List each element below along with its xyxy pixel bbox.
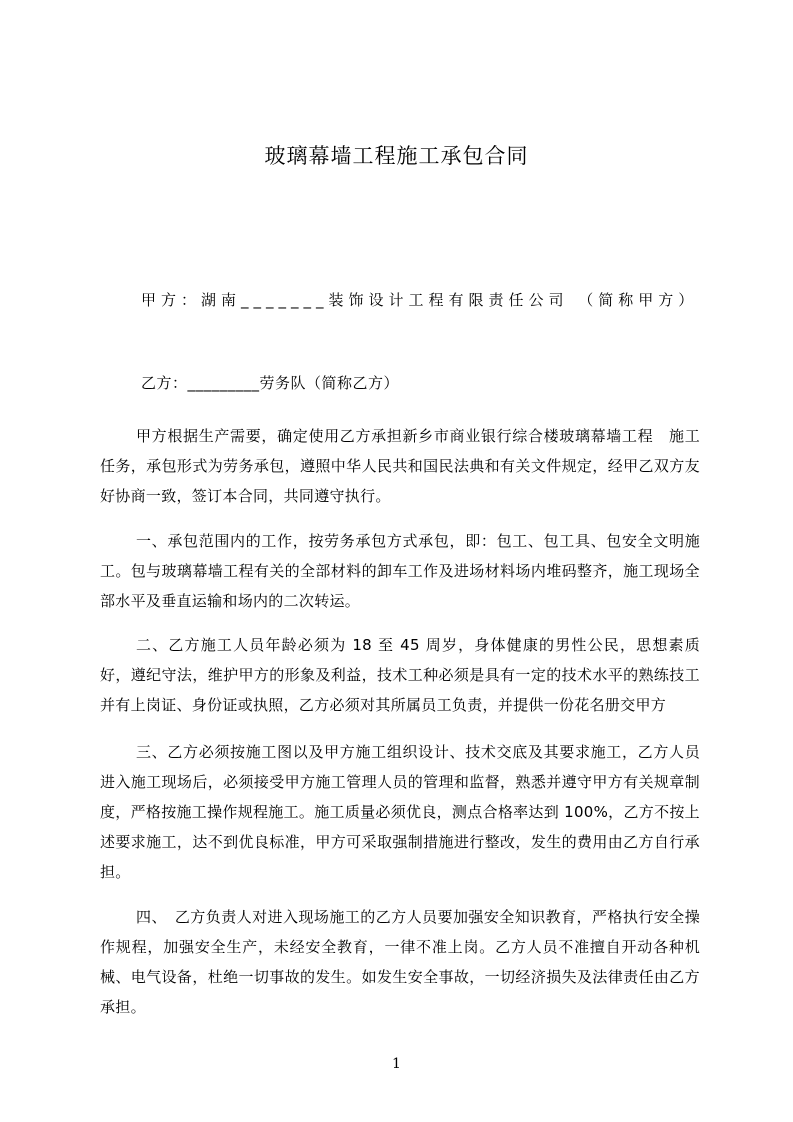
- contract-title: 玻璃幕墙工程施工承包合同: [264, 144, 529, 168]
- clause-2-paragraph: 二、乙方施工人员年龄必须为 18 至 45 周岁，身体健康的男性公民，思想素质好，遵纪守法，维护甲方的形象及利益，技术工种必须是具有一定的技术水平的熟练技工并有上岗证、身份证或执照，乙方必须对其所属员工负责，并提供一份花名册交甲方: [100, 636, 700, 714]
- party-b-line: 乙方：_________劳务队（简称乙方）: [141, 374, 400, 392]
- page-number: 1: [392, 1056, 401, 1072]
- clause-3-paragraph: 三、乙方必须按施工图以及甲方施工组织设计、技术交底及其要求施工，乙方人员进入施工现场后，必须接受甲方施工管理人员的管理和监督，熟悉并遵守甲方有关规章制度，严格按施工操作规程施工。施工质量必须优良，测点合格率达到 100%，乙方不按上述要求施工，达不到优良标准，甲方可采取强制措施进行整改，发生的费用由乙方自行承担。: [100, 743, 700, 881]
- clause-1-paragraph: 一、承包范围内的工作，按劳务承包方式承包，即：包工、包工具、包安全文明施工。包与玻璃幕墙工程有关的全部材料的卸车工作及进场材料场内堆码整齐，施工现场全部水平及垂直运输和场内的二次转运。: [100, 532, 700, 610]
- party-a-line: 甲方：湖南_______装饰设计工程有限责任公司 （简称甲方）: [141, 291, 699, 309]
- intro-paragraph: 甲方根据生产需要，确定使用乙方承担新乡市商业银行综合楼玻璃幕墙工程 施工任务，承包形式为劳务承包，遵照中华人民共和国民法典和有关文件规定，经甲乙双方友好协商一致，签订本合同，共同遵守执行。: [100, 427, 700, 505]
- clause-4-paragraph: 四、 乙方负责人对进入现场施工的乙方人员要加强安全知识教育，严格执行安全操作规程，加强安全生产，未经安全教育，一律不准上岗。乙方人员不准擅自开动各种机械、电气设备，杜绝一切事故的发生。如发生安全事故，一切经济损失及法律责任由乙方承担。: [100, 908, 700, 1016]
